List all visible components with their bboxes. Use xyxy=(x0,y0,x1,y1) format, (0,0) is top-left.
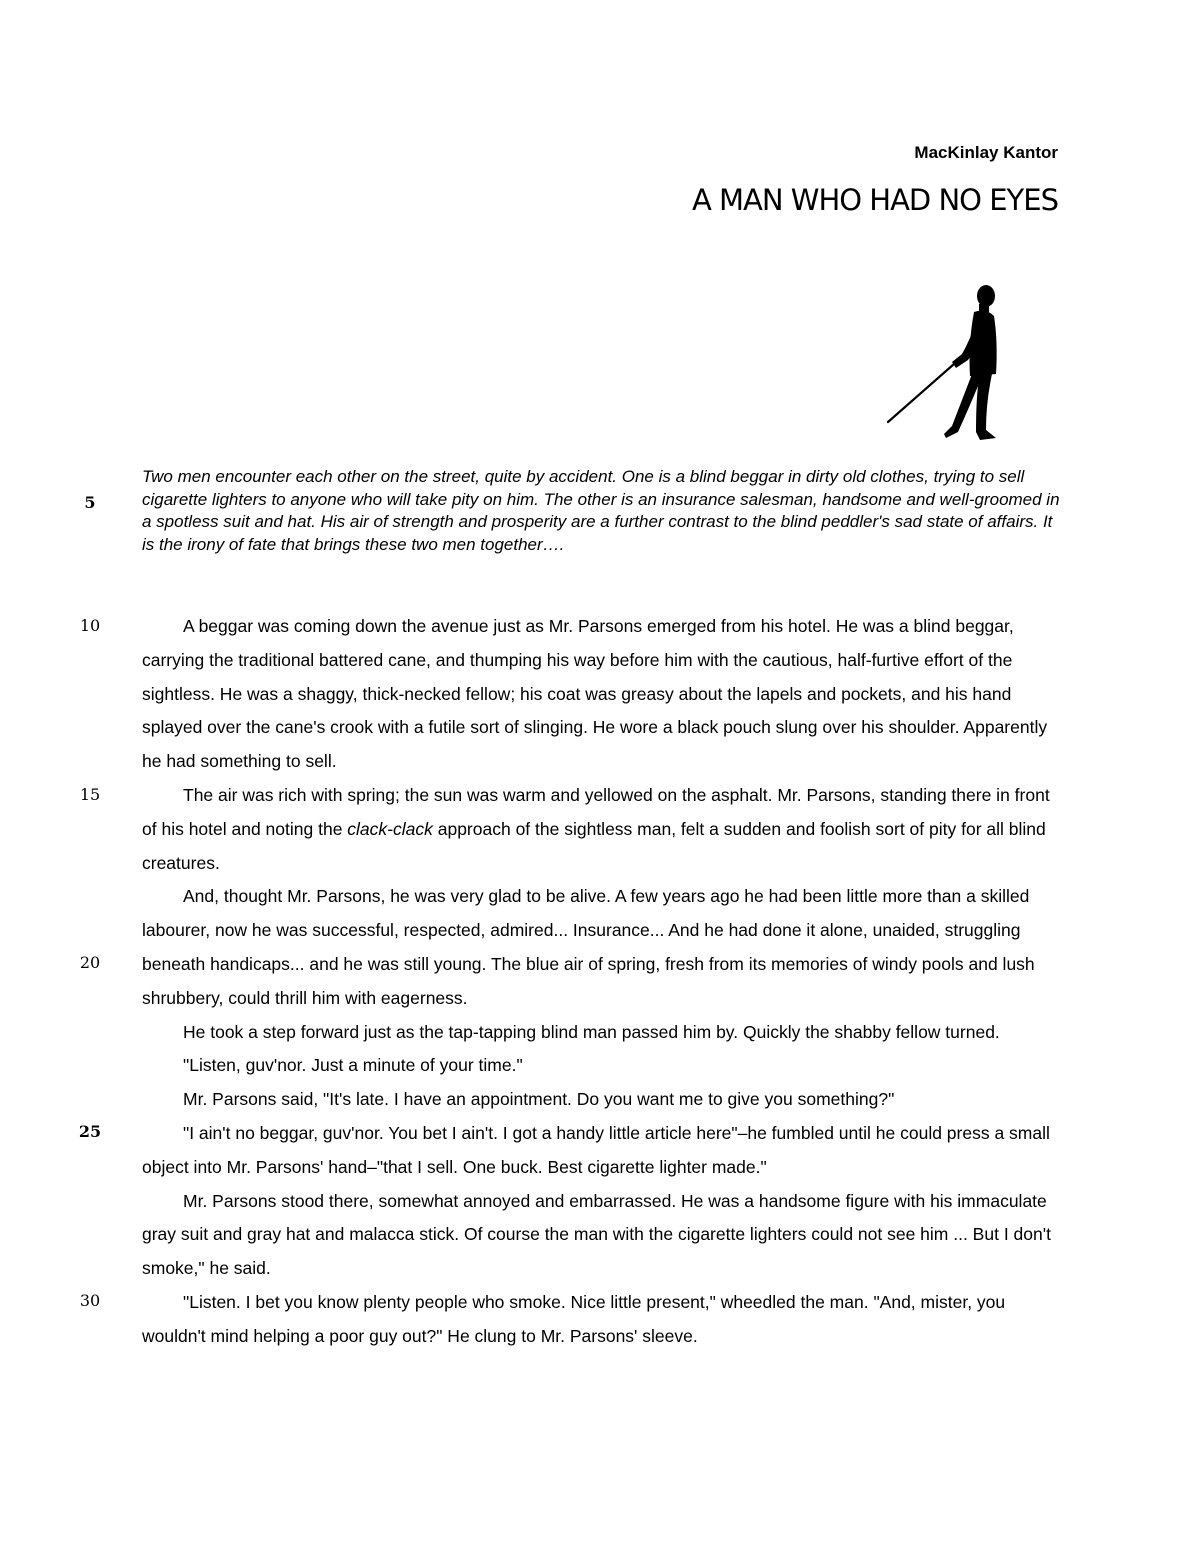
story-title: A MAN WHO HAD NO EYES xyxy=(691,183,1058,217)
story-paragraph: Mr. Parsons stood there, somewhat annoyed and embarrassed. He was a handsome figure with his immaculate gray suit and gray hat and malacca stick. Of course the man with the cigarette lighters could not see him ... But I don't smoke," he said. xyxy=(142,1190,1051,1279)
line-number: 20 xyxy=(79,953,101,972)
line-number: 30 xyxy=(79,1291,101,1310)
story-paragraph: "Listen. I bet you know plenty people who smoke. Nice little present," wheedled the man. "And, mister, you wouldn't mind helping a poor guy out?" He clung to Mr. Parsons' sleeve. xyxy=(142,1291,1006,1346)
story-paragraph: "Listen, guv'nor. Just a minute of your time." xyxy=(183,1055,523,1076)
intro-summary xyxy=(142,466,1062,556)
story-paragraph: "I ain't no beggar, guv'nor. You bet I ain't. I got a handy little article here"–he fumbled until he could press a small object into Mr. Parsons' hand–"that I sell. One buck. Best cigarette lighter made." xyxy=(142,1122,1050,1177)
story-paragraph: A beggar was coming down the avenue just as Mr. Parsons emerged from his hotel. He was a blind beggar, carrying the traditional battered cane, and thumping his way before him with the cautious, half-furtive effort of the sightless. He was a shaggy, thick-necked fellow; his coat was greasy about the lapels and pockets, and his hand splayed over the cane's crook with a futile sort of slinging. He wore a black pouch slung over his shoulder. Apparently he had something to sell. xyxy=(142,616,1048,772)
author-name: MacKinlay Kantor xyxy=(914,143,1058,162)
blind-man-with-cane-silhouette-icon xyxy=(882,282,1002,444)
line-number: 5 xyxy=(84,493,96,512)
intro-paragraph: Two men encounter each other on the street, quite by accident. One is a blind beggar in dirty old clothes, trying to sell cigarette lighters to anyone who will take pity on him. The other is an insurance salesman, handsome and well-groomed in a spotless suit and hat. His air of strength and prosperity are a further contrast to the blind peddler's sad state of affairs. It is the irony of fate that brings these two men together…. xyxy=(142,467,1060,554)
story-paragraph: He took a step forward just as the tap-tapping blind man passed him by. Quickly the shabby fellow turned. xyxy=(183,1021,1000,1042)
story-text: approach of the sightless man, felt a sudden and foolish sort of pity for all blind creatures. xyxy=(142,818,1046,873)
story-paragraph xyxy=(142,779,1062,880)
line-number: 15 xyxy=(79,785,101,804)
story-emphasis: clack-clack xyxy=(347,818,433,839)
story-text: The air was rich with spring; the sun was warm and yellowed on the asphalt. Mr. Parsons, standing there in front of his hotel and noting the xyxy=(142,784,1050,839)
story-paragraph: And, thought Mr. Parsons, he was very glad to be alive. A few years ago he had been little more than a skilled labourer, now he was successful, respected, admired... Insurance... And he had done it alone, unaided, struggling beneath handicaps... and he was still young. The blue air of spring, fresh from its memories of windy pools and lush shrubbery, could thrill him with eagerness. xyxy=(142,886,1035,1008)
story-body xyxy=(142,610,1062,1354)
line-number: 25 xyxy=(78,1122,102,1141)
story-paragraph: Mr. Parsons said, "It's late. I have an appointment. Do you want me to give you something?" xyxy=(183,1089,895,1110)
line-number: 10 xyxy=(79,616,101,635)
